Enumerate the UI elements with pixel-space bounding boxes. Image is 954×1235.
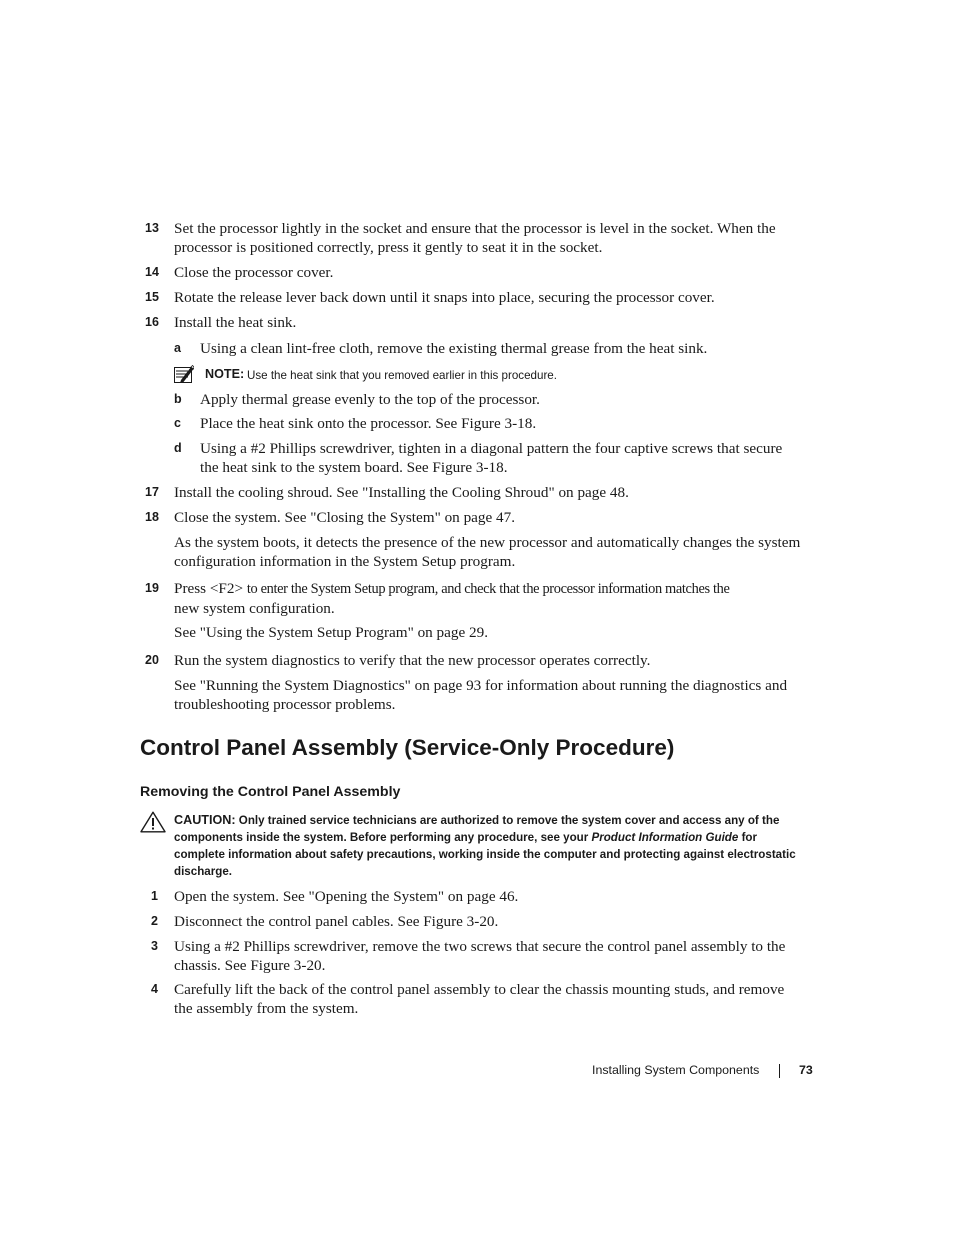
note-label: NOTE: [205,367,245,381]
substep-text: Place the heat sink onto the processor. See Figure 3-18. [200,415,537,432]
paragraph-line: As the system boots, it detects the presence of the new processor and automatically changes the system [174,534,801,551]
caution-line: discharge. [174,865,232,878]
step-text: Rotate the release lever back down until it snaps into place, securing the processor cover. [174,289,715,306]
step-number: 4 [151,982,158,996]
paragraph-line: troubleshooting processor problems. [174,696,396,713]
step-19-paragraph: See "Using the System Setup Program" on page 29. [174,624,489,641]
substep-text [200,439,782,477]
step-18-paragraph [174,533,800,571]
step-number: 20 [145,653,159,667]
step-text: Close the system. See "Closing the System" on page 47. [174,509,516,526]
caution-text [174,812,824,880]
paragraph-line: configuration information in the System Setup program. [174,553,516,570]
caution-line-text: components inside the system. Before performing any procedure, see your [174,831,592,844]
step-text-fragment: Press <F2> [174,580,247,597]
step-text-line: the assembly from the system. [174,1000,359,1017]
page-number: 73 [799,1063,813,1077]
step-number: 16 [145,315,159,329]
step-20-paragraph [174,676,787,714]
substep-letter: c [174,416,181,430]
step-text-line [174,579,730,599]
caution-block [140,811,820,881]
step-number: 17 [145,485,159,499]
substep-text: Apply thermal grease evenly to the top of the processor. [200,391,540,408]
step-text: Close the processor cover. [174,264,334,281]
step-text-line: Carefully lift the back of the control panel assembly to clear the chassis mounting studs, and remove [174,981,785,998]
subsection-title: Removing the Control Panel Assembly [140,784,401,800]
pencil-note-icon [174,365,194,383]
step-text [174,579,730,618]
step-text [174,937,785,975]
step-text: Install the heat sink. [174,314,297,331]
step-text-line: Set the processor lightly in the socket and ensure that the processor is level in the socket. When the [174,220,776,237]
step-text: Open the system. See "Opening the System" on page 46. [174,888,519,905]
step-text-line: new system configuration. [174,600,335,617]
step-text [174,980,784,1018]
caution-line-text: for [738,831,758,844]
caution-line [174,812,824,829]
step-number: 14 [145,265,159,279]
step-text-fragment: to enter the System Setup program, and check that the processor information matches the [246,581,730,597]
step-text [174,219,776,257]
footer-separator [779,1064,780,1078]
step-text: Install the cooling shroud. See "Installing the Cooling Shroud" on page 48. [174,484,629,501]
product-guide-reference: Product Information Guide [591,831,739,844]
step-number: 15 [145,290,159,304]
substep-letter: a [174,341,181,355]
substep-text: Using a clean lint-free cloth, remove the existing thermal grease from the heat sink. [200,340,708,357]
warning-triangle-icon [140,811,166,833]
substep-letter: d [174,441,182,455]
note-block [174,364,814,386]
step-number: 3 [151,939,158,953]
substep-text-line: the heat sink to the system board. See Figure 3-18. [200,459,508,476]
section-title: Control Panel Assembly (Service-Only Procedure) [140,735,675,760]
caution-label: CAUTION: [174,813,236,827]
caution-line: complete information about safety precautions, working inside the computer and protecting against electrostatic [174,848,796,861]
step-text-line: Using a #2 Phillips screwdriver, remove the two screws that secure the control panel assembly to the [174,938,786,955]
step-text: Disconnect the control panel cables. See Figure 3-20. [174,913,499,930]
step-number: 2 [151,914,158,928]
step-number: 19 [145,581,159,595]
step-number: 18 [145,510,159,524]
caution-line [174,829,824,846]
step-number: 13 [145,221,159,235]
step-text-line: processor is positioned correctly, press it gently to seat it in the socket. [174,239,603,256]
caution-line-text: Only trained service technicians are authorized to remove the system cover and access any of the [238,814,780,827]
step-text: Run the system diagnostics to verify that the new processor operates correctly. [174,652,651,669]
substep-letter: b [174,392,182,406]
substep-text-line: Using a #2 Phillips screwdriver, tighten in a diagonal pattern the four captive screws that secure [200,440,783,457]
step-text-line: chassis. See Figure 3-20. [174,957,326,974]
paragraph-line: See "Running the System Diagnostics" on page 93 for information about running the diagnostics and [174,677,788,694]
step-number: 1 [151,889,158,903]
footer-chapter-title: Installing System Components [592,1063,760,1077]
note-text: Use the heat sink that you removed earlier in this procedure. [247,369,557,382]
